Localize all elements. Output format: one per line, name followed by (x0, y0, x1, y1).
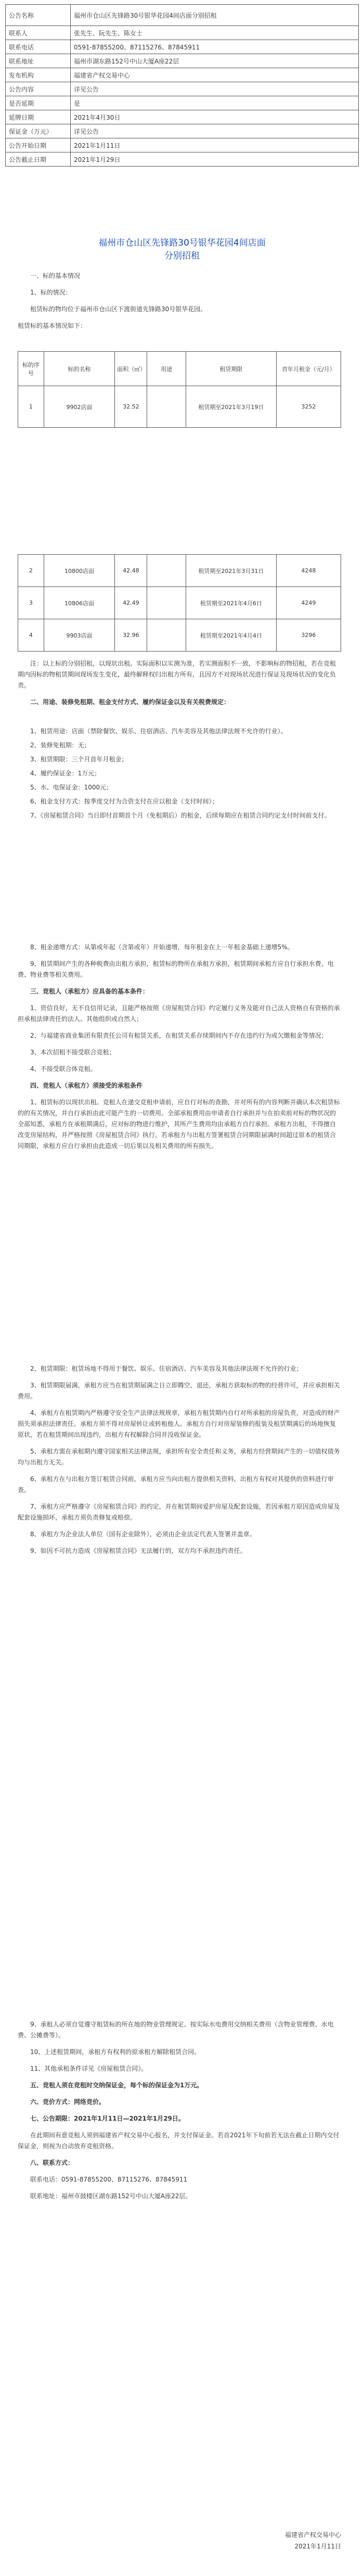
info-row (6, 54, 359, 68)
info-value: 2021年4月30日 (71, 110, 359, 124)
section-2-heading: 二、用途、装修免租期、租金支付方式、履约保证金以及有关税费规定： (30, 698, 230, 706)
list-item: 9、如因不可抗力造成《房屋租赁合同》无法履行的，双方均不承担违约责任。 (30, 1547, 246, 1554)
info-row (6, 96, 359, 110)
section-2-cont (18, 942, 340, 1157)
table-cell-no: 4 (18, 619, 44, 652)
info-row (6, 152, 359, 167)
table-cell-no: 1 (18, 386, 44, 428)
list-item: 3、租赁期限届满，承租方应当在租赁期届满之日立即腾空、退还，承租方获取标的物的经营许可，并应承担相关费用。 (18, 1382, 340, 1400)
page-title (0, 237, 364, 263)
section-4-list (18, 1097, 340, 1152)
section-3-list (18, 1003, 340, 1075)
table-header-cell: 首年月租金（元/月） (276, 352, 341, 386)
list-item: 1、租赁用途：店面（禁除餐饮、娱乐、住宿酒店、汽车美容及其他法律法规不允许的行业）。 (30, 728, 287, 735)
list-item: 2、租赁期限：租赁场地不得用于餐饮、娱乐、住宿酒店、汽车美容及其他法律法规不允许的行业； (30, 1365, 303, 1372)
table-cell-name: 10806店面 (44, 587, 115, 619)
info-row (6, 82, 359, 96)
section-1-text: 租赁标的物均位于福州市仓山区下渡街道先锋路30号银华花园。 (30, 305, 207, 313)
contact-address: 联系地址：福州市鼓楼区湖东路152号中山大厦A座22层。 (30, 2192, 192, 2200)
table-header-cell: 标的序号 (18, 352, 44, 386)
table-cell-use (147, 555, 186, 587)
table-cell-rent: 3296 (276, 619, 341, 652)
table-caption: 租赁标的基本情况如下： (18, 322, 87, 329)
info-label: 公告截止日期 (6, 152, 71, 167)
list-item: 11、其他承租条件详见《房屋租赁合同》。 (30, 2065, 148, 2072)
section-4-list-c (18, 2019, 340, 2074)
info-table-body (6, 5, 359, 167)
table-row (18, 555, 341, 587)
info-label: 联系地址 (6, 54, 71, 68)
info-value: 2021年1月29日 (71, 152, 359, 167)
table-cell-name: 9902店面 (44, 386, 115, 428)
list-item: 6、租金支付方式：按季度交付为合资支付在应以租金（支付时间）； (30, 798, 218, 805)
table-row (18, 386, 341, 428)
table-header-cell: 面积（㎡） (115, 352, 147, 386)
info-value: 0591-87855200、87115276、87845911 (71, 40, 359, 54)
info-row (6, 124, 359, 138)
table-header-cell: 用途 (147, 352, 186, 386)
table-cell-area: 42.48 (115, 555, 147, 587)
table-cell-no: 2 (18, 555, 44, 587)
section-4-list-b (18, 1363, 340, 1562)
section-2-list (18, 726, 340, 824)
table-row (18, 587, 341, 619)
section-6-heading: 六、竞价方式：网络竞价。 (30, 2098, 106, 2106)
table-cell-term: 租赁期至2021年4月4日 (186, 619, 276, 652)
info-value: 是 (71, 96, 359, 110)
table-cell-area: 32.96 (115, 619, 147, 652)
list-item: 7、《房屋租赁合同》当日即付首期首个月（免租期后）的租金，后续每期应在租赁合同约定支付时间前支付。 (30, 812, 331, 819)
title-line-1: 福州市仓山区先锋路30号银华花园4间店面 (98, 238, 266, 248)
table-cell-name: 9903店面 (44, 619, 115, 652)
table-cell-term: 租赁期至2021年4月6日 (186, 587, 276, 619)
info-row (6, 68, 359, 82)
table-cell-term: 租赁期至2021年3月31日 (186, 555, 276, 587)
list-item: 9、承租人必须自觉遵守租赁标的所在地的物业管理规定。按实际水电费用交纳相关费用（含物业管理费、水电费、公摊费等）。 (18, 2021, 334, 2039)
property-table-2-body (18, 555, 341, 652)
section-1 (18, 271, 340, 337)
section-tail (18, 2019, 340, 2208)
info-label: 联系电话 (6, 40, 71, 54)
list-item: 1、资信良好，无不良信用记录，且能严格按照《房屋租赁合同》约定履行义务及能对自己法人资格自有资格的承担承租法律责任的法人、其他组织或自然人； (18, 1004, 340, 1023)
table-cell-name: 10800店面 (44, 555, 115, 587)
section-1-heading: 一、标的基本情况 (30, 272, 81, 279)
table-header-cell: 标的名称 (44, 352, 115, 386)
info-value: 2021年1月11日 (71, 138, 359, 152)
info-value: 详见公告 (71, 82, 359, 96)
section-2-item-9: 9、租赁期间产生的各种税费由出租方承担，租赁标的物所在承租方承担，租赁期间承租方应自行承担水费、电费、物业费等相关费用。 (18, 960, 334, 978)
section-1-note-block (18, 658, 340, 713)
table-row (18, 619, 341, 652)
section-3-heading: 三、竞租人（承租方）应具备的基本条件： (30, 988, 149, 995)
info-row (6, 26, 359, 40)
section-2-item-8: 8、租金递增方式：从第或年起（含第或年）开始递增，每年租金在上一年租金基础上递增5%。 (30, 943, 294, 951)
info-value: 福州市湖东路152号中山大厦A座22层 (71, 54, 359, 68)
list-item: 3、本次招租不接受联合竞租； (30, 1049, 115, 1056)
title-line-2: 分别招租 (164, 251, 200, 261)
section-4-heading: 四、竞租人（承租方）须接受的承租条件 (30, 1082, 143, 1089)
info-label: 发布机构 (6, 68, 71, 82)
list-item: 1、租赁标的以现状出租。竞租人在递交竞租申请前，应自行对标的查勘，并对所有的内容判断并确认本次租赁标的的有关情况，并自行承担由此可能产生的一切费用。全部承租费用由申请者自行承担并与在拍卖前对标的物状况的全部知悉，承租方在承租期满后，应对标的物进行维护，其所产生费用均由承租方自行承担。承租方出租，不得擅自改变房屋结构，并严格按照《房屋租赁合同》执行。若承租方与出租方签署租赁合同期限届满时间超过原本的租赁合同期限，承租方应自行承担由此造成一切后果以及相关费用的所有损失。 (18, 1099, 340, 1150)
section-5-heading: 五、竞租人须在竞租时交纳保证金，每个标的保证金为1万元。 (30, 2082, 203, 2089)
sign-date: 2021年1月11日 (294, 2543, 341, 2550)
list-item: 4、履约保证金：1万元； (30, 770, 101, 777)
list-item: 5、承租方需在承租期内遵守国家相关法律法规，承担所有安全责任和义务，承租方经营期间产生的一切债权债务均与出租方无关。 (18, 1448, 340, 1466)
info-value: 张先生、阮先生、陈女士 (71, 26, 359, 40)
info-row (6, 138, 359, 152)
table-cell-area: 42.49 (115, 587, 147, 619)
info-row (6, 40, 359, 54)
announcement-info-table (5, 4, 359, 167)
info-label: 延牌日期 (6, 110, 71, 124)
list-item: 4、不接受联合体竞租。 (30, 1065, 97, 1073)
list-item: 2、装修免租期：无； (30, 742, 90, 749)
table-cell-term: 租赁期至2021年3月19日 (186, 386, 276, 428)
table-cell-area: 32.52 (115, 386, 147, 428)
info-value: 福州市仓山区先锋路30号银华花园4间店面分别招租 (71, 5, 359, 26)
list-item: 5、水、电保证金：1000元； (30, 784, 113, 791)
info-label: 公告名称 (6, 5, 71, 26)
info-row (6, 110, 359, 124)
list-item: 6、承租方在与出租方签订租赁合同前，承租方应当向出租方提供相关资料，出租方有权对其提供的资料进行审查。 (18, 1475, 334, 1494)
list-item: 10、上述租赁期间，承租方有权利的原承租方解除租赁合同。 (30, 2048, 201, 2056)
list-item: 3、租赁期限：三个月首年月租金； (30, 756, 128, 763)
info-label: 是否延期 (6, 96, 71, 110)
list-item: 8、承租方为企业法人单位（国有企业除外），必须由企业法定代表人签署并盖章。 (30, 1531, 256, 1538)
table-cell-use (147, 587, 186, 619)
info-label: 联系人 (6, 26, 71, 40)
contact-phone: 联系电话：0591-87855200、87115276、87845911 (30, 2176, 188, 2183)
signature-block (285, 2529, 341, 2552)
info-label: 公告内容 (6, 82, 71, 96)
list-item: 2、与福建省商业集团有限责任公司有租赁关系，在租赁关系存续期间内不存在违约行为或欠缴租金等情况； (30, 1032, 328, 1039)
property-table-1-body (18, 386, 341, 428)
table-cell-rent: 4249 (276, 587, 341, 619)
table-cell-rent: 3252 (276, 386, 341, 428)
section-7-heading: 七、公告期限：2021年1月11日—2021年1月29日。 (30, 2115, 185, 2122)
list-item: 7、承租方应严格遵守《房屋租赁合同》的约定，并在租赁期间爱护房屋及配套设施，若因承租方原因造成房屋及配套设施损坏，承租方须负责修复或赔偿。 (18, 1503, 340, 1521)
list-item: 4、承租方在租赁期内严格遵守安全生产法律法规规章，承租方租赁期内自行对所承租的房屋负责，对造成的财产损失须承担法律责任。承租方须不得对房屋转让或转租他人。承租方自行对房屋装修的报装及租赁期满后的场地恢复原状，若在租赁期间出现违约，出租方有权解除合同并没收保证金。 (18, 1409, 340, 1438)
property-table-2 (18, 554, 341, 652)
section-7-text: 在此期间有意竞租人须到福建省产权交易中心报名，并支付保证金。若首2021年下旬前若无法在截止日期内交付保证金，则视为自动放弃竞租资格。 (18, 2132, 340, 2150)
table-cell-no: 3 (18, 587, 44, 619)
section-1-note: 注：以上标的分别招租，以现状出租。实际面积以实测为准，若实测面积不一致，不影响标的物招租，若在竞租期内因标的物租赁期间现场发生变化，最终解释权归出租方所有，且因方不对现场状况进行保证及现场状况的变化负责。 (18, 660, 336, 689)
table-cell-rent: 4248 (276, 555, 341, 587)
table-header-row (18, 352, 341, 386)
info-label: 保证金（万元） (6, 124, 71, 138)
info-label: 公告开始日期 (6, 138, 71, 152)
section-1-sub: 1、标的情况： (30, 289, 72, 296)
sign-organization: 福建省产权交易中心 (284, 2531, 341, 2539)
table-cell-use (147, 619, 186, 652)
table-header-cell: 租赁期限 (186, 352, 276, 386)
info-row (6, 5, 359, 26)
info-value: 详见公告 (71, 124, 359, 138)
table-cell-use (147, 386, 186, 428)
property-table-1 (18, 351, 341, 428)
section-8-heading: 八、联系方式： (30, 2159, 74, 2166)
info-value: 福建省产权交易中心 (71, 68, 359, 82)
